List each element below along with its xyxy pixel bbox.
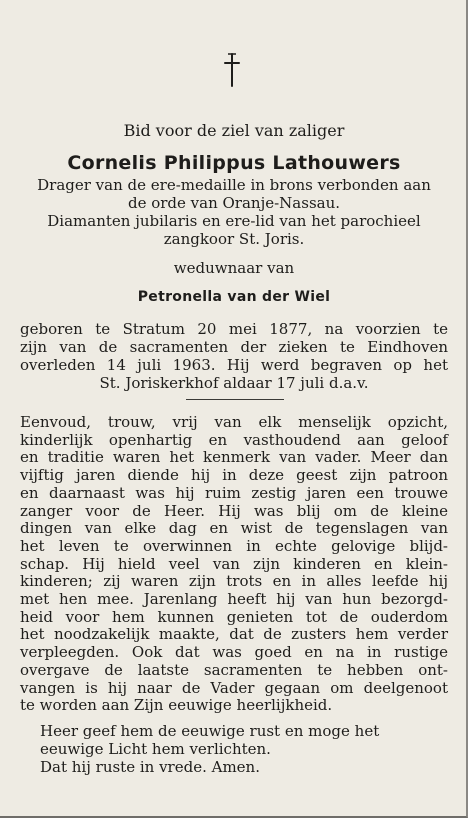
biography-line: met hen mee. Jarenlang heeft hij van hun bezorgd- [20,590,448,609]
biography-text [20,414,448,715]
biography-line: het leven te overwinnen in echte gelovige blijd- [20,536,448,555]
dates-line: zijn van de sacramenten der zieken te Eindhoven [20,338,448,356]
intro-text [16,121,452,141]
biography-line: zanger voor de Heer. Hij was blij om de kleine [20,501,448,520]
deceased-name-text: Cornelis Philippus Lathouwers [67,152,401,174]
biography-line: kinderen; zij waren zijn trots en in alles leefde hij [20,572,448,591]
honors-line: Drager van de ere-medaille in brons verbonden aan [37,176,431,194]
divider [186,399,284,400]
deceased-name [16,151,452,175]
biography-line: en daarnaast was hij ruim zestig jaren een trouwe [20,483,448,502]
honors-line: Diamanten jubilaris en ere-lid van het parochieel [47,212,421,230]
biography-line: heid voor hem kunnen genieten tot de ouderdom [20,607,448,626]
dates-line: geboren te Stratum 20 mei 1877, na voorzien te [20,320,448,338]
biography-line: schap. Hij hield veel van zijn kinderen en klein- [20,554,448,573]
dates-line: overleden 14 juli 1963. Hij werd begraven op het [20,356,448,374]
spouse-name-text: Petronella van der Wiel [137,289,331,305]
biography-line: het noodzakelijk maakte, dat de zusters hem verder [20,625,448,644]
biography-line: kinderlijk openhartig en vasthoudend aan geloof [20,430,448,449]
dates-line: St. Joriskerkhof aldaar 17 juli d.a.v. [99,374,369,392]
biography-line: vangen is hij naar de Vader gegaan om deelgenoot [20,678,448,697]
prayer-line: Dat hij ruste in vrede. Amen. [40,758,260,776]
prayer-line: Heer geef hem de eeuwige rust en moge het [40,722,380,740]
dates-block [20,320,448,392]
biography-line: dingen van elke dag en wist de tegenslagen van [20,519,448,538]
biography-line: te worden aan Zijn eeuwige heerlijkheid. [20,696,333,715]
spouse-name [16,287,452,307]
widower-text [16,259,452,277]
honors-block [16,176,452,248]
biography-line: en traditie waren het kenmerk van vader. Meer dan [20,448,448,467]
honors-line: de orde van Oranje-Nassau. [127,194,341,212]
honors-line: zangkoor St. Joris. [163,230,305,248]
biography-line: vijftig jaren diende hij in deze geest zijn patroon [20,466,448,485]
cross-icon [222,52,242,88]
widower-line: weduwnaar van [173,259,295,277]
biography-line: Eenvoud, trouw, vrij van elk menselijk opzicht, [20,413,448,431]
prayer-line: eeuwige Licht hem verlichten. [40,740,271,758]
biography-line: overgave de laatste sacramenten te hebben ont- [20,660,448,679]
prayer-text [40,722,460,776]
intro-line: Bid voor de ziel van zaliger [123,121,345,140]
biography-line: verpleegden. Ook dat was goed en na in rustige [20,643,448,662]
